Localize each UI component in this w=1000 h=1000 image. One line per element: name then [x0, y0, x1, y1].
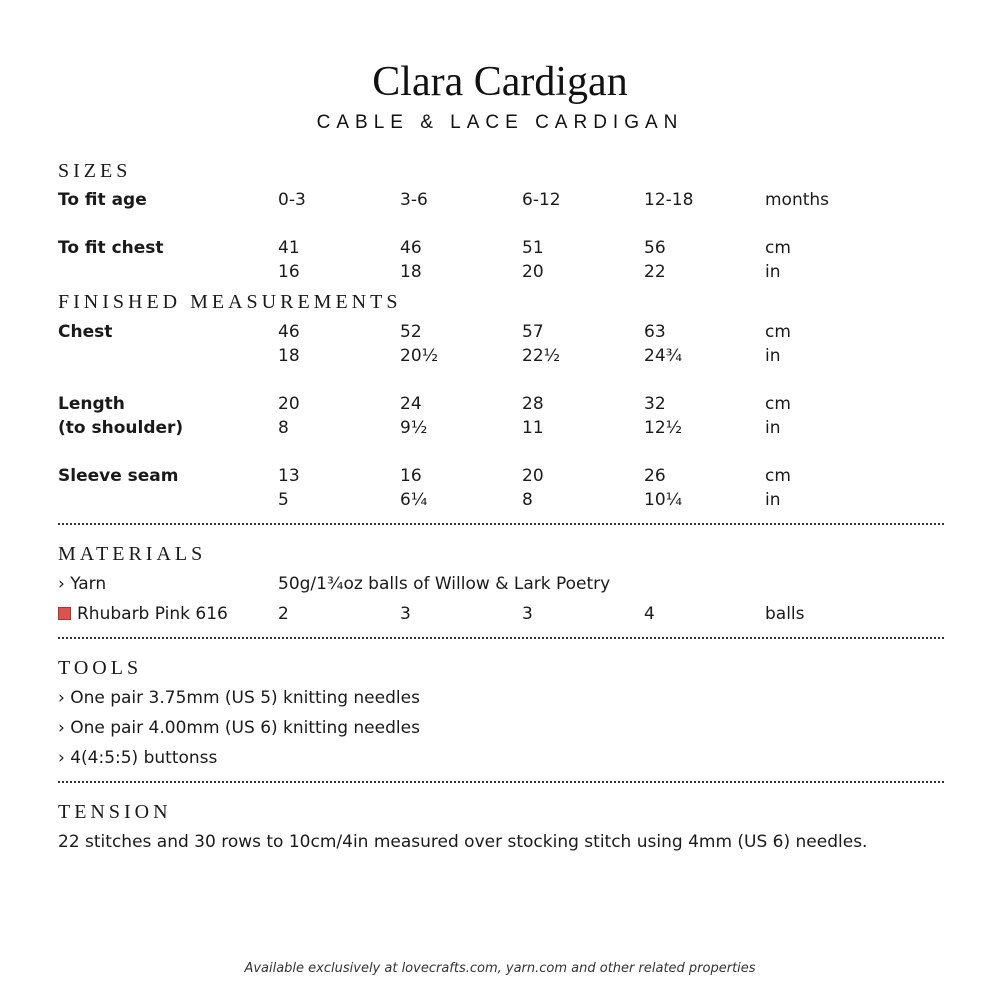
chest-cm: 57 [522, 322, 544, 342]
sleeve-in: 10¼ [644, 490, 683, 510]
chest-fit-in: 22 [644, 262, 666, 282]
tool-item: › 4(4:5:5) buttonss [58, 748, 218, 768]
chest-cm: 46 [278, 322, 300, 342]
sleeve-in: 8 [522, 490, 533, 510]
footer-note: Available exclusively at lovecrafts.com, yarn.com and other related properties [244, 961, 756, 976]
in-unit: in [765, 490, 781, 510]
tension-heading: TENSION [58, 801, 172, 823]
cm-unit: cm [765, 238, 791, 258]
chest-in: 24¾ [644, 346, 683, 366]
tools-heading: TOOLS [58, 657, 143, 679]
age-value: 6-12 [522, 190, 561, 210]
sleeve-in: 6¼ [400, 490, 428, 510]
length-in: 11 [522, 418, 544, 438]
section-divider [58, 781, 944, 783]
yarn-label: › Yarn [58, 574, 107, 594]
in-unit: in [765, 418, 781, 438]
age-unit: months [765, 190, 830, 210]
length-sublabel: (to shoulder) [58, 418, 184, 438]
balls-count: 3 [522, 604, 533, 624]
pattern-title: Clara Cardigan [372, 59, 628, 105]
pattern-subtitle: CABLE & LACE CARDIGAN [316, 112, 684, 133]
length-cm: 24 [400, 394, 422, 414]
tool-item: › One pair 4.00mm (US 6) knitting needles [58, 718, 420, 738]
in-unit: in [765, 262, 781, 282]
chest-fit-cm: 51 [522, 238, 544, 258]
chest-cm: 52 [400, 322, 422, 342]
chest-fit-in: 18 [400, 262, 422, 282]
sleeve-cm: 16 [400, 466, 422, 486]
length-cm: 20 [278, 394, 300, 414]
tension-text: 22 stitches and 30 rows to 10cm/4in measured over stocking stitch using 4mm (US 6) needles. [58, 832, 868, 852]
sleeve-in: 5 [278, 490, 289, 510]
sleeve-cm: 26 [644, 466, 666, 486]
chest-cm: 63 [644, 322, 666, 342]
sleeve-label: Sleeve seam [58, 466, 179, 486]
cm-unit: cm [765, 394, 791, 414]
materials-heading: MATERIALS [58, 543, 207, 565]
balls-count: 3 [400, 604, 411, 624]
age-label: To fit age [58, 190, 147, 210]
color-label: Rhubarb Pink 616 [77, 604, 228, 624]
section-divider [58, 637, 944, 639]
section-divider [58, 523, 944, 525]
balls-unit: balls [765, 604, 805, 624]
balls-count: 2 [278, 604, 289, 624]
cm-unit: cm [765, 466, 791, 486]
age-value: 12-18 [644, 190, 694, 210]
length-label: Length [58, 394, 125, 414]
finished-heading: FINISHED MEASUREMENTS [58, 291, 402, 313]
length-cm: 28 [522, 394, 544, 414]
yarn-description: 50g/1¾oz balls of Willow & Lark Poetry [278, 574, 611, 594]
balls-count: 4 [644, 604, 655, 624]
chest-in: 20½ [400, 346, 439, 366]
length-in: 12½ [644, 418, 683, 438]
color-row [58, 604, 228, 624]
sleeve-cm: 20 [522, 466, 544, 486]
chest-in: 18 [278, 346, 300, 366]
cm-unit: cm [765, 322, 791, 342]
color-swatch-icon [58, 607, 71, 620]
chest-fit-in: 20 [522, 262, 544, 282]
chest-fit-cm: 56 [644, 238, 666, 258]
age-value: 0-3 [278, 190, 306, 210]
length-in: 9½ [400, 418, 428, 438]
chest-in: 22½ [522, 346, 561, 366]
chest-fit-label: To fit chest [58, 238, 164, 258]
sizes-heading: SIZES [58, 160, 132, 182]
sleeve-cm: 13 [278, 466, 300, 486]
chest-fit-in: 16 [278, 262, 300, 282]
chest-label: Chest [58, 322, 113, 342]
in-unit: in [765, 346, 781, 366]
chest-fit-cm: 46 [400, 238, 422, 258]
length-cm: 32 [644, 394, 666, 414]
length-in: 8 [278, 418, 289, 438]
age-value: 3-6 [400, 190, 428, 210]
chest-fit-cm: 41 [278, 238, 300, 258]
tool-item: › One pair 3.75mm (US 5) knitting needles [58, 688, 420, 708]
